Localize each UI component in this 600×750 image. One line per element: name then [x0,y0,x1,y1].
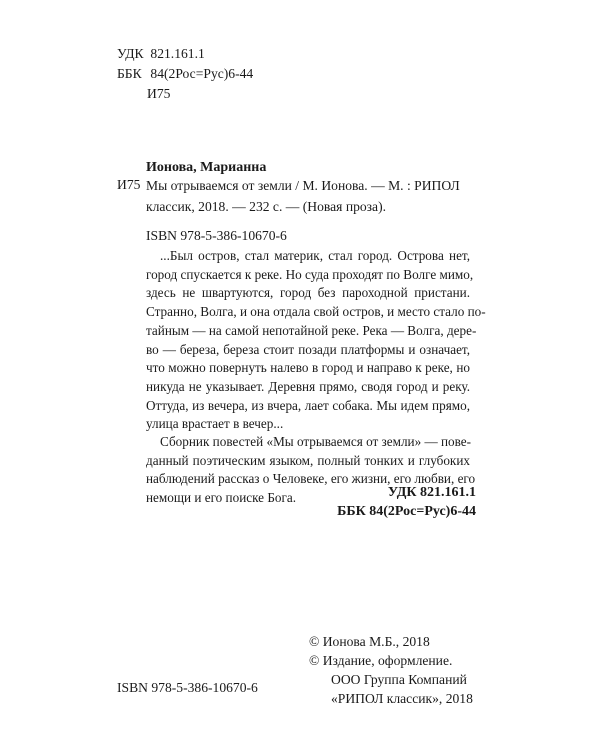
author-sign-row [147,84,170,104]
udk-value: 821.161.1 [150,46,205,61]
excerpt-line: тайным — на самой непотайной реке. Река — Волга, дере- [146,322,477,338]
excerpt-line: Оттуда, из вечера, из вчера, лает собака. Мы идем прямо, [146,397,470,413]
catalog-index: И75 [117,177,141,192]
annotation-line: наблюдений рассказ о Человеке, его жизни, его любви, его [146,471,476,487]
author-sign: И75 [147,86,171,101]
udk-label: УДК [117,46,144,61]
udk-row [117,44,205,64]
excerpt-line: здесь не швартуются, город без пароходной пристани. [146,285,470,301]
excerpt-line: во — береза, береза стоит позади платформы и означает, [146,341,470,357]
design-copyright: © Издание, оформление. [309,653,453,668]
udk-bold: УДК 821.161.1 [387,485,476,500]
bib-line: Мы отрываемся от земли / М. Ионова. — М. : РИПОЛ [146,178,460,193]
annotation-line: немощи и его поиске Бога. [146,490,297,506]
publisher-line: ООО Группа Компаний [331,672,467,687]
catalog-isbn: ISBN 978-5-386-10670-6 [146,228,287,243]
catalog-author: Ионова, Марианна [146,160,267,175]
excerpt-line: никуда не указывает. Деревня прямо, сводя город и реку. [146,378,470,394]
excerpt-line: улица врастает в вечер... [146,416,284,432]
excerpt-line: что можно повернуть налево в город и направо к реке, но [146,360,470,376]
excerpt-line: город спускается к реке. Но суда проходят по Волге мимо, [146,266,474,282]
annotation-line: данный поэтическим языком, полный тонких и глубоких [146,452,470,468]
bbk-bold: ББК 84(2Рос=Рус)6-44 [337,504,476,519]
excerpt-paragraph [146,247,486,434]
excerpt-line: Странно, Волга, и она отдала свой остров, и место стало по- [146,304,486,320]
bbk-value: 84(2Рос=Рус)6-44 [150,66,254,81]
publisher-line: «РИПОЛ классик», 2018 [331,691,473,706]
bbk-row [117,64,253,84]
excerpt-line: ...Был остров, стал материк, стал город. Острова нет, [160,248,470,263]
bib-line: классик, 2018. — 232 с. — (Новая проза). [146,199,387,214]
bottom-isbn: ISBN 978-5-386-10670-6 [117,680,258,695]
author-copyright: © Ионова М.Б., 2018 [309,634,430,649]
bbk-label: ББК [117,66,142,81]
catalog-bibliography [146,175,476,217]
annotation-line: Сборник повестей «Мы отрываемся от земли» — пове- [160,434,472,449]
